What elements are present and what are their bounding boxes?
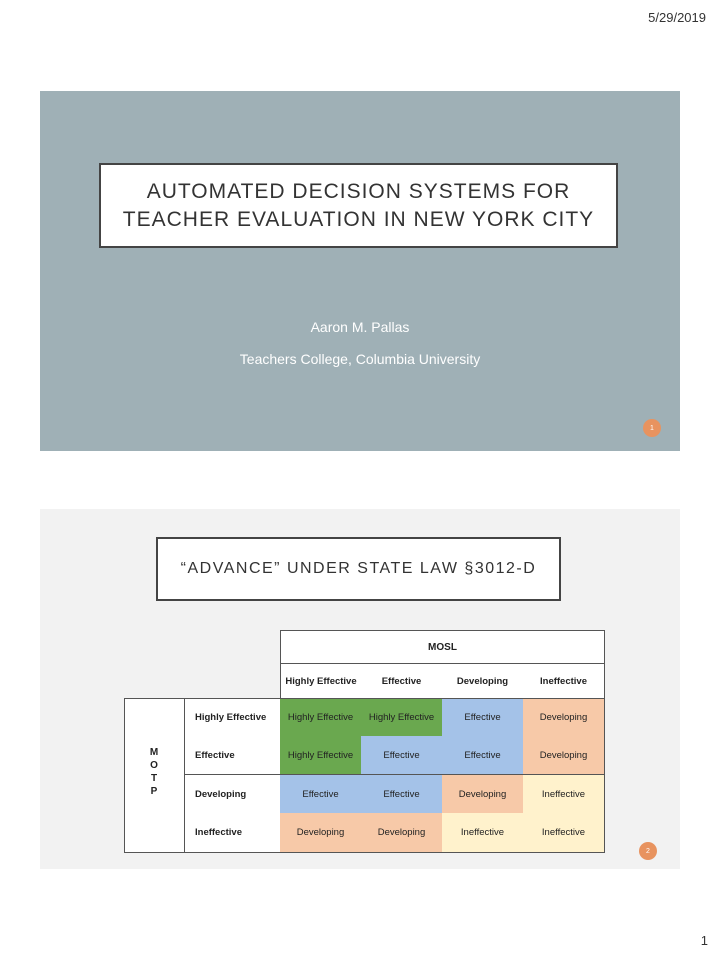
slide-2-title-box (156, 537, 561, 601)
motp-letter: M (149, 747, 159, 758)
column-header: Highly Effective (280, 664, 362, 699)
slide-1-title-box (99, 163, 618, 248)
matrix-cell: Highly Effective (280, 736, 362, 775)
matrix-cell: Ineffective (523, 813, 605, 853)
matrix-cell: Developing (523, 698, 605, 737)
matrix-cell: Developing (442, 775, 524, 814)
mosl-header: MOSL (280, 630, 605, 664)
author-affiliation: Teachers College, Columbia University (239, 351, 481, 367)
matrix-cell: Effective (280, 775, 362, 814)
column-header: Effective (361, 664, 443, 699)
row-header: Highly Effective (185, 698, 281, 737)
row-header: Developing (185, 775, 281, 814)
author-name: Aaron M. Pallas (310, 319, 410, 335)
matrix-cell: Highly Effective (361, 698, 443, 737)
slide-number-badge: 1 (643, 419, 661, 437)
motp-label-box (124, 698, 185, 853)
motp-letter: O (150, 760, 158, 771)
slide-1 (40, 91, 680, 451)
matrix-cell: Effective (361, 775, 443, 814)
column-header: Developing (442, 664, 524, 699)
motp-letter: P (150, 786, 158, 797)
matrix-cell: Effective (442, 736, 524, 775)
column-header: Ineffective (523, 664, 605, 699)
matrix-cell: Developing (280, 813, 362, 853)
matrix-cell: Developing (361, 813, 443, 853)
slide-2 (40, 509, 680, 869)
matrix-cell: Effective (361, 736, 443, 775)
motp-letter: T (150, 773, 158, 784)
matrix-cell: Ineffective (442, 813, 524, 853)
header-date: 5/29/2019 (648, 10, 706, 25)
matrix-cell: Ineffective (523, 775, 605, 814)
slide-number-badge: 2 (639, 842, 657, 860)
matrix-cell: Effective (442, 698, 524, 737)
slide-2-title: “ADVANCE” UNDER STATE LAW §3012-D (180, 560, 537, 577)
row-header: Ineffective (185, 813, 281, 853)
matrix-cell: Highly Effective (280, 698, 362, 737)
page-number: 1 (700, 933, 708, 948)
row-header: Effective (185, 736, 281, 775)
slide-1-title: AUTOMATED DECISION SYSTEMS FOR TEACHER EVALUATION IN NEW YORK CITY (122, 179, 595, 231)
matrix-cell: Developing (523, 736, 605, 775)
